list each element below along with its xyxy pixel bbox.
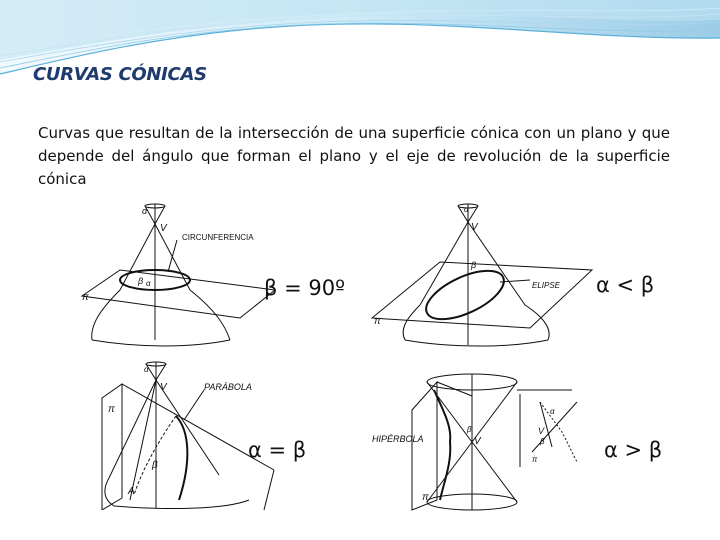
condition-ellipse: α < β [596, 273, 655, 297]
plane-label: π [374, 316, 381, 327]
figure-parabola [64, 360, 284, 510]
alpha-label: α [142, 206, 148, 216]
slide-title: CURVAS CÓNICAS [33, 64, 207, 85]
condition-circumference: β = 90º [264, 276, 345, 300]
curve-label: ELIPSE [532, 281, 561, 290]
curve-label: HIPÉRBOLA [372, 434, 424, 444]
figure-circumference [80, 200, 275, 348]
condition-hyperbola: α > β [604, 438, 663, 462]
condition-parabola: α = β [248, 438, 307, 462]
inset-vertex-label: V [538, 426, 545, 436]
inset-alpha-label: α [550, 407, 555, 416]
plane-label: π [422, 492, 429, 503]
figure-hyperbola [372, 372, 590, 512]
inset-plane-label: π [532, 455, 538, 464]
inset-beta-label: β [540, 437, 545, 446]
vertex-label: V [160, 382, 167, 393]
alpha-label: α [144, 365, 149, 374]
slide-description: Curvas que resultan de la intersección de una superficie cónica con un plano y que depende del ángulo que forman el plano y el eje de revolución de la superficie cónica [38, 124, 670, 188]
vertex-label: V [160, 223, 167, 234]
beta-label: β [152, 460, 158, 471]
alpha-label: α [464, 205, 469, 214]
curve-label: PARÁBOLA [204, 382, 252, 392]
point-label: A [128, 486, 135, 497]
plane-label: π [82, 292, 89, 303]
beta-label: β [467, 425, 472, 434]
plane-label: π [108, 404, 115, 415]
curve-label: CIRCUNFERENCIA [182, 233, 254, 242]
figure-ellipse [360, 200, 595, 348]
beta-label: β [471, 260, 477, 270]
alpha-small-label: α [146, 279, 151, 288]
vertex-label: V [471, 222, 478, 233]
vertex-label: V [474, 436, 481, 447]
beta-label: β [138, 276, 144, 286]
